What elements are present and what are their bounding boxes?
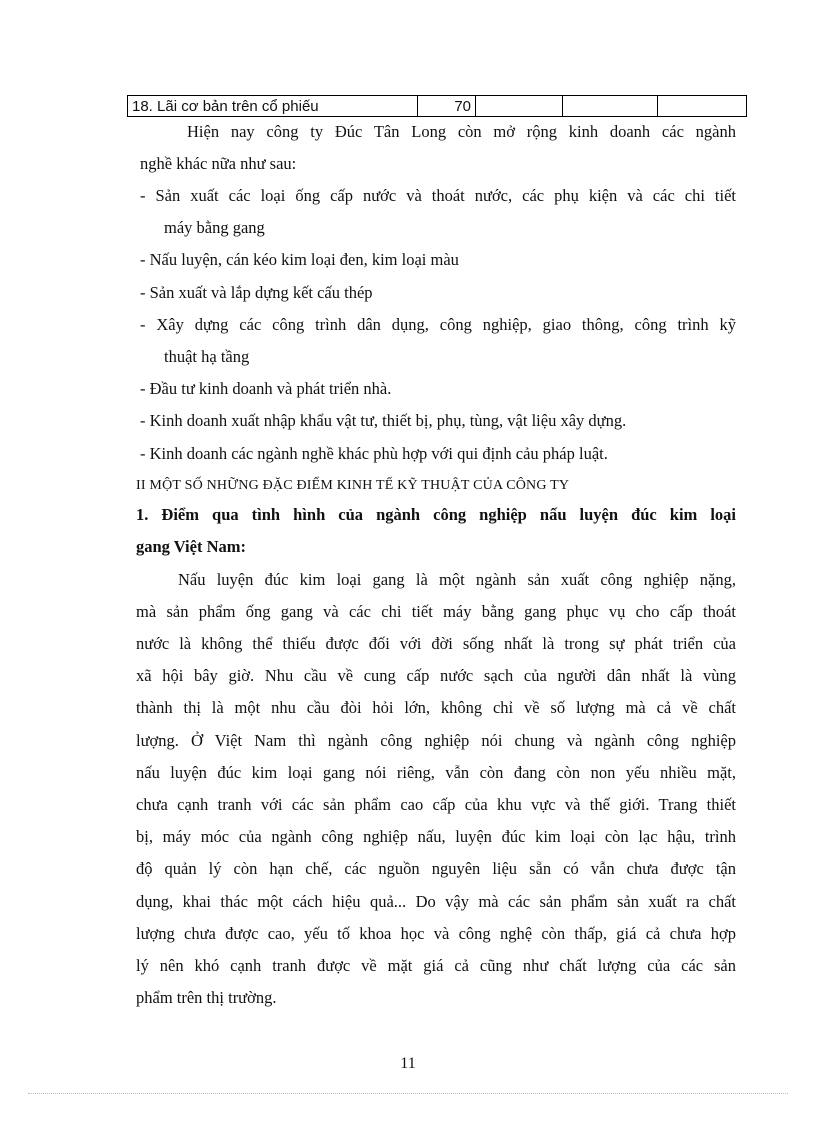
intro-line: Hiện nay công ty Đúc Tân Long còn mở rộng kinh doanh các ngành: [187, 122, 736, 141]
subsection-title: Điểm qua tình hình của ngành công nghiệp nấu luyện đúc kim loại: [161, 505, 737, 524]
paragraph-line: mà sản phẩm ống gang và các chi tiết máy bằng gang phục vụ cho cấp thoát: [136, 602, 736, 621]
paragraph-line: phẩm trên thị trường.: [136, 988, 277, 1007]
paragraph-line: Nấu luyện đúc kim loại gang là một ngành sản xuất công nghiệp nặng,: [178, 570, 736, 589]
bullet-item: - Kinh doanh xuất nhập khẩu vật tư, thiết bị, phụ, tùng, vật liệu xây dựng.: [140, 411, 627, 430]
table-cell-empty: [658, 96, 747, 117]
financial-table-row: [127, 95, 747, 117]
table-cell-empty: [476, 96, 563, 117]
paragraph-line: thành thị là một nhu cầu đòi hỏi lớn, không chỉ về số lượng mà cả về chất: [136, 698, 736, 717]
page-footer-divider: [28, 1093, 788, 1094]
table-cell-empty: [563, 96, 658, 117]
bullet-item: - Kinh doanh các ngành nghề khác phù hợp với qui định cảu pháp luật.: [140, 444, 608, 463]
bullet-item: - Nấu luyện, cán kéo kim loại đen, kim loại màu: [140, 250, 459, 269]
table-cell-label: 18. Lãi cơ bản trên cổ phiếu: [128, 96, 418, 117]
bullet-item-continuation: máy bằng gang: [164, 218, 265, 237]
paragraph-line: lý nên khó cạnh tranh được về mặt giá cả cũng như chất lượng của các sản: [136, 956, 736, 975]
bullet-item: - Xây dựng các công trình dân dụng, công nghiệp, giao thông, công trình kỹ: [140, 315, 736, 334]
table-cell-value: 70: [418, 96, 476, 117]
bullet-item-continuation: thuật hạ tầng: [164, 347, 250, 366]
bullet-item: - Sản xuất và lắp dựng kết cấu thép: [140, 283, 373, 302]
paragraph-line: nước là không thể thiếu được đối với đời sống nhất là trong sự phát triển của: [136, 634, 736, 653]
paragraph-line: lượng. Ở Việt Nam thì ngành công nghiệp nói chung và ngành công nghiệp: [136, 731, 736, 750]
subsection-heading-continuation: gang Việt Nam:: [136, 537, 246, 556]
paragraph-line: lượng chưa được cao, yếu tố khoa học và công nghệ còn thấp, giá cả chưa hợp: [136, 924, 736, 943]
paragraph-line: độ quản lý còn hạn chế, các nguồn nguyên liệu sẵn có vẫn chưa được tận: [136, 859, 736, 878]
paragraph-line: dụng, khai thác một cách hiệu quả... Do vậy mà các sản phẩm sản xuất ra chất: [136, 892, 736, 911]
intro-line: nghề khác nữa như sau:: [140, 154, 297, 173]
paragraph-line: bị, máy móc của ngành công nghiệp nấu, luyện đúc kim loại còn lạc hậu, trình: [136, 827, 736, 846]
subsection-number: 1.: [136, 505, 149, 524]
page-number: 11: [400, 1055, 416, 1072]
subsection-heading: [136, 505, 736, 525]
section-heading: II MỘT SỐ NHỮNG ĐẶC ĐIỂM KINH TẾ KỸ THUẬT CỦA CÔNG TY: [136, 478, 570, 493]
paragraph-line: chưa cạnh tranh với các sản phẩm cao cấp của khu vực và thế giới. Trang thiết: [136, 795, 736, 814]
bullet-item: - Đầu tư kinh doanh và phát triển nhà.: [140, 379, 392, 398]
paragraph-line: xã hội bây giờ. Nhu cầu về cung cấp nước sạch của người dân nhất là vùng: [136, 666, 736, 685]
paragraph-line: nấu luyện đúc kim loại gang nói riêng, vẫn còn đang còn non yếu nhiều mặt,: [136, 763, 736, 782]
bullet-item: - Sản xuất các loại ống cấp nước và thoát nước, các phụ kiện và các chi tiết: [140, 186, 736, 205]
table-row: [128, 96, 747, 117]
